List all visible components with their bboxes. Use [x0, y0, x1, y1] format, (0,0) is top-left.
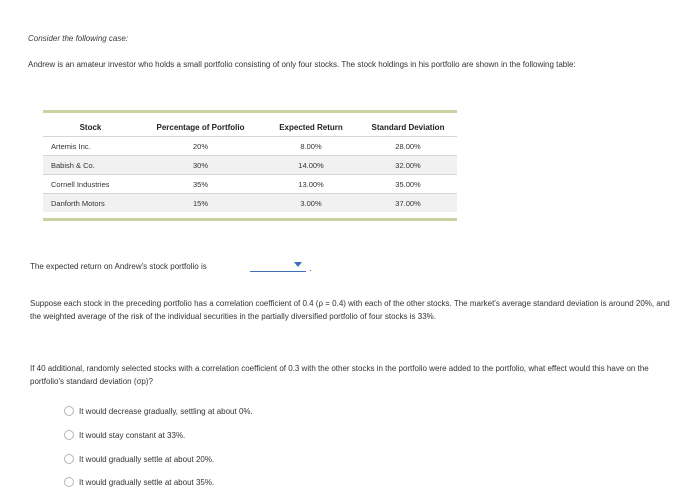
header-standard-deviation: Standard Deviation — [371, 123, 445, 132]
stock-sd: 35.00% — [359, 175, 457, 194]
intro-paragraph: Andrew is an amateur investor who holds a small portfolio consisting of only four stocks. The stock holdings in his portfolio are shown in the following table: — [28, 60, 576, 69]
stock-name: Danforth Motors — [43, 194, 138, 213]
option-label: It would decrease gradually, settling at about 0%. — [79, 406, 253, 416]
stock-return: 3.00% — [263, 194, 359, 213]
option-label: It would stay constant at 33%. — [79, 430, 186, 440]
option-settle-35[interactable] — [64, 477, 214, 487]
table-header-row — [43, 119, 457, 137]
additional-stocks-question: If 40 additional, randomly selected stocks with a correlation coefficient of 0.3 with the other stocks in the portfolio were added to the portfolio, what effect would this have on the portfolio's standard deviation (σp)? — [30, 364, 649, 386]
header-stock: Stock — [79, 123, 102, 132]
stock-percentage: 35% — [138, 175, 263, 194]
table-row — [43, 194, 457, 213]
expected-return-question: The expected return on Andrew's stock portfolio is — [30, 262, 207, 271]
question-period: . — [309, 263, 312, 273]
expected-return-dropdown[interactable] — [250, 259, 306, 272]
stock-name: Cornell Industries — [43, 175, 138, 194]
correlation-paragraph: Suppose each stock in the preceding portfolio has a correlation coefficient of 0.4 (ρ = 0.4) with each of the other stocks. The market's average standard deviation is around 20%, and the weighted average of the risk of the individual securities in the partially diversified portfolio of four stocks is 33%. — [30, 299, 670, 321]
stock-table-container — [43, 110, 457, 221]
stock-return: 14.00% — [263, 156, 359, 175]
case-header: Consider the following case: — [28, 34, 129, 43]
stock-sd: 32.00% — [359, 156, 457, 175]
table-top-rule — [43, 110, 457, 113]
table-row — [43, 175, 457, 194]
stock-name: Babish & Co. — [43, 156, 138, 175]
header-expected-return: Expected Return — [279, 123, 343, 132]
stock-return: 13.00% — [263, 175, 359, 194]
option-decrease-0[interactable] — [64, 406, 253, 416]
stock-percentage: 20% — [138, 137, 263, 156]
stock-sd: 37.00% — [359, 194, 457, 213]
radio-button[interactable] — [64, 477, 74, 487]
stock-sd: 28.00% — [359, 137, 457, 156]
table-row — [43, 137, 457, 156]
option-constant-33[interactable] — [64, 430, 185, 440]
stock-return: 8.00% — [263, 137, 359, 156]
option-settle-20[interactable] — [64, 454, 214, 464]
radio-button[interactable] — [64, 430, 74, 440]
stock-percentage: 30% — [138, 156, 263, 175]
stock-percentage: 15% — [138, 194, 263, 213]
stock-name: Artemis Inc. — [43, 137, 138, 156]
stock-table — [43, 119, 457, 212]
table-row — [43, 156, 457, 175]
header-percentage: Percentage of Portfolio — [156, 123, 245, 132]
option-label: It would gradually settle at about 20%. — [79, 454, 215, 464]
option-label: It would gradually settle at about 35%. — [79, 477, 215, 487]
radio-button[interactable] — [64, 406, 74, 416]
chevron-down-icon — [294, 262, 302, 267]
radio-button[interactable] — [64, 454, 74, 464]
table-bottom-rule — [43, 218, 457, 221]
